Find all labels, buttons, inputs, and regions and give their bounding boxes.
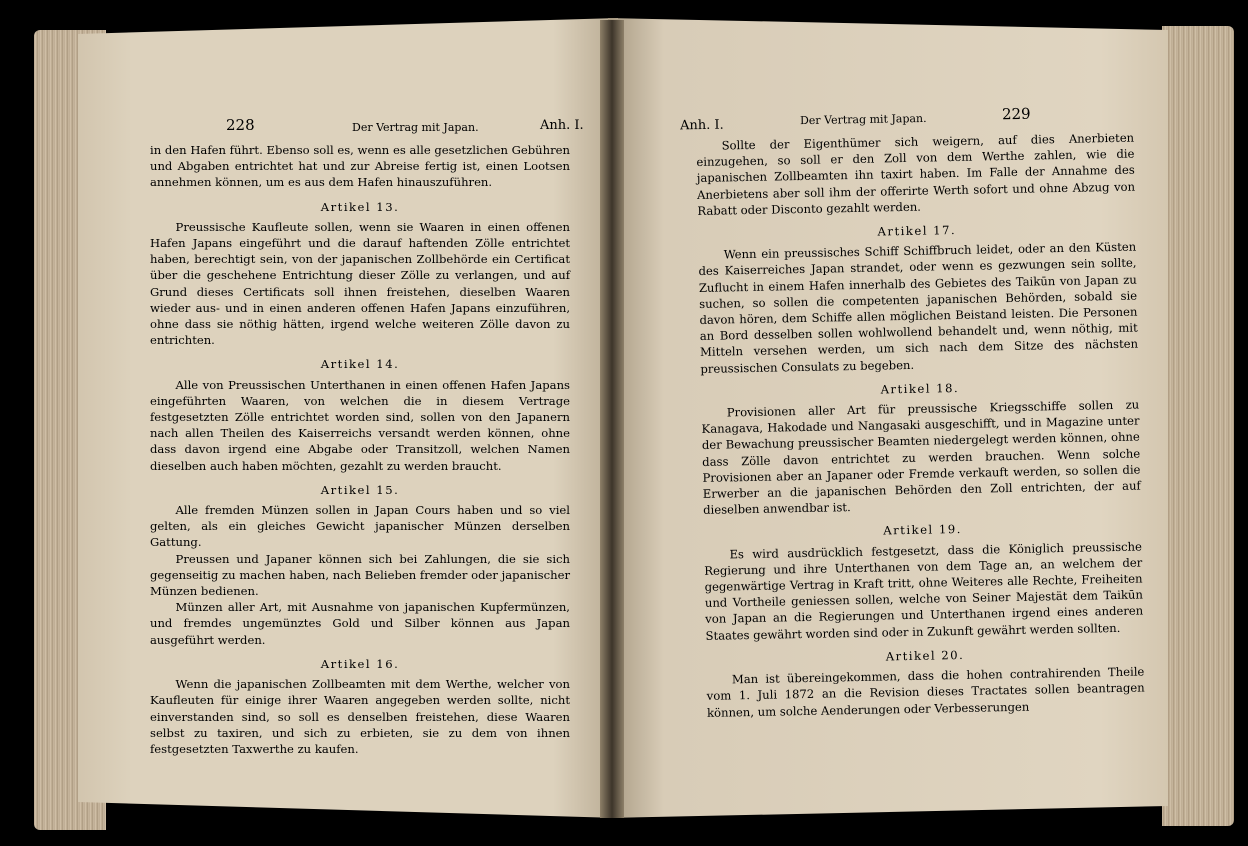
paragraph: in den Hafen führt. Ebenso soll es, wenn es alle gesetzlichen Gebühren und Abgaben entrichtet hat und zur Abreise fertig ist, einen Lootsen annehmen können, um es aus dem Hafen hinauszuführen. [150, 143, 570, 190]
article-heading: Artikel 18. [880, 380, 960, 397]
left-page-number: 228 [226, 116, 255, 134]
right-running-title: Der Vertrag mit Japan. [799, 111, 927, 128]
article-heading: Artikel 13. [320, 199, 400, 214]
paragraph: Sollte der Eigenthümer sich weigern, auf dies Anerbieten einzugehen, so soll er den Zoll von dem Werthe zahlen, wie die japanischen Zollbeamten ihn taxirt haben. Im Falle der Annahme des Anerbietens aber soll ihm der offerirte Werth sofort und ohne Abzug von Rabatt oder Disconto gezahlt werden. [696, 130, 1136, 218]
article-heading: Artikel 16. [320, 656, 400, 671]
left-running-title: Der Vertrag mit Japan. [352, 121, 479, 134]
paragraph: Alle von Preussischen Unterthanen in einen offenen Hafen Japans eingeführten Waaren, von welchen die in diesem Vertrage festgesetzten Zölle entrichtet worden sind, sollen von den Japanern nach allen Theilen des Kaiserreichs versandt werden können, ohne dass davon irgend eine Abgabe oder Transitzoll, welchen Namen dieselben auch haben möchten, gezahlt zu werden braucht. [150, 377, 570, 473]
article-heading: Artikel 20. [885, 647, 965, 664]
paragraph: Provisionen aller Art für preussische Kriegsschiffe sollen zu Kanagava, Hakodade und Nangasaki ausgeschifft, und in Magazine unter der Bewachung preussischer Beamten niedergelegt werden können, ohne dass Zölle davon entrichtet zu werden brauchen. Wenn solche Provisionen aber an Japaner oder Fremde verkauft werden, so sollen die Erwerber an die japanischen Behörden den Zoll entrichten, der auf dieselben anwendbar ist. [701, 397, 1141, 518]
paragraph: Preussische Kaufleute sollen, wenn sie Waaren in einen offenen Hafen Japans eingeführt und die darauf haftenden Zölle entrichtet haben, berechtigt sein, von der japanischen Zollbehörde ein Certificat über die geschehene Entrichtung dieser Zölle zu verlangen, und auf Grund dieses Certificats soll ihnen freistehen, dieselben Waaren wieder aus- und in einen anderen offenen Hafen Japans einzuführen, ohne dass sie nöthig hätten, irgend welche weiteren Zölle davon zu entrichten. [150, 219, 570, 348]
left-section-label: Anh. I. [540, 118, 584, 133]
paragraph: Es wird ausdrücklich festgesetzt, dass die Königlich preussische Regierung und ihre Unterthanen von dem Tage an, an welchem der gegenwärtige Vertrag in Kraft tritt, ohne Weiteres alle Rechte, Freiheiten und Vortheile geniessen sollen, welche von Seiner Majestät dem Taikūn von Japan an die Regierungen und Unterthanen irgend eines anderen Staates gewährt worden sind oder in Zukunft gewährt werden sollten. [704, 539, 1144, 643]
left-page-text [150, 142, 570, 757]
right-page-stack [1162, 26, 1234, 826]
article-heading: Artikel 19. [883, 522, 962, 538]
article-heading: Artikel 17. [877, 223, 957, 239]
paragraph: Wenn die japanischen Zollbeamten mit dem Werthe, welcher von Kaufleuten für einige ihrer Waaren angegeben werden sollte, nicht einverstanden sind, so soll es denselben freistehen, diese Waaren selbst zu taxiren, und sich zu erbieten, sie zu dem von ihnen festgesetzten Taxwerthe zu kaufen. [150, 677, 570, 756]
paragraph: Münzen aller Art, mit Ausnahme von japanischen Kupfermünzen, und fremdes ungemünztes Gold und Silber können aus Japan ausgeführt werden. [150, 600, 570, 647]
paragraph: Preussen und Japaner können sich bei Zahlungen, die sie sich gegenseitig zu machen haben, nach Belieben fremder oder japanischer Münzen bedienen. [150, 551, 570, 599]
paragraph: Alle fremden Münzen sollen in Japan Cours haben und so viel gelten, als ein gleiches Gewicht japanischer Münzen derselben Gattung. [150, 503, 570, 550]
article-heading: Artikel 14. [320, 357, 400, 372]
paragraph: Man ist übereingekommen, dass die hohen contrahirenden Theile vom 1. Juli 1872 an die Revision dieses Tractates sollen beantragen können, um solche Aenderungen oder Verbesserungen [706, 664, 1145, 720]
right-section-label: Anh. I. [679, 117, 724, 134]
right-page-text [696, 130, 1145, 721]
book-gutter [600, 20, 624, 818]
right-page-number: 229 [1001, 104, 1031, 124]
paragraph: Wenn ein preussisches Schiff Schiffbruch leidet, oder an den Küsten des Kaiserreiches Japan strandet, oder wenn es gezwungen sein sollte, Zuflucht in einem Hafen innerhalb des Gebietes des Taikūn von Japan zu suchen, so sollen die competenten japanischen Behörden, sobald sie davon hören, dem Schiffe allen möglichen Beistand leisten. Die Personen an Bord desselben sollen wohlwollend behandelt und, wenn nöthig, mit Mitteln versehen werden, um sich nach dem Sitze des nächsten preussischen Consulats zu begeben. [698, 239, 1139, 376]
article-heading: Artikel 15. [320, 482, 400, 497]
